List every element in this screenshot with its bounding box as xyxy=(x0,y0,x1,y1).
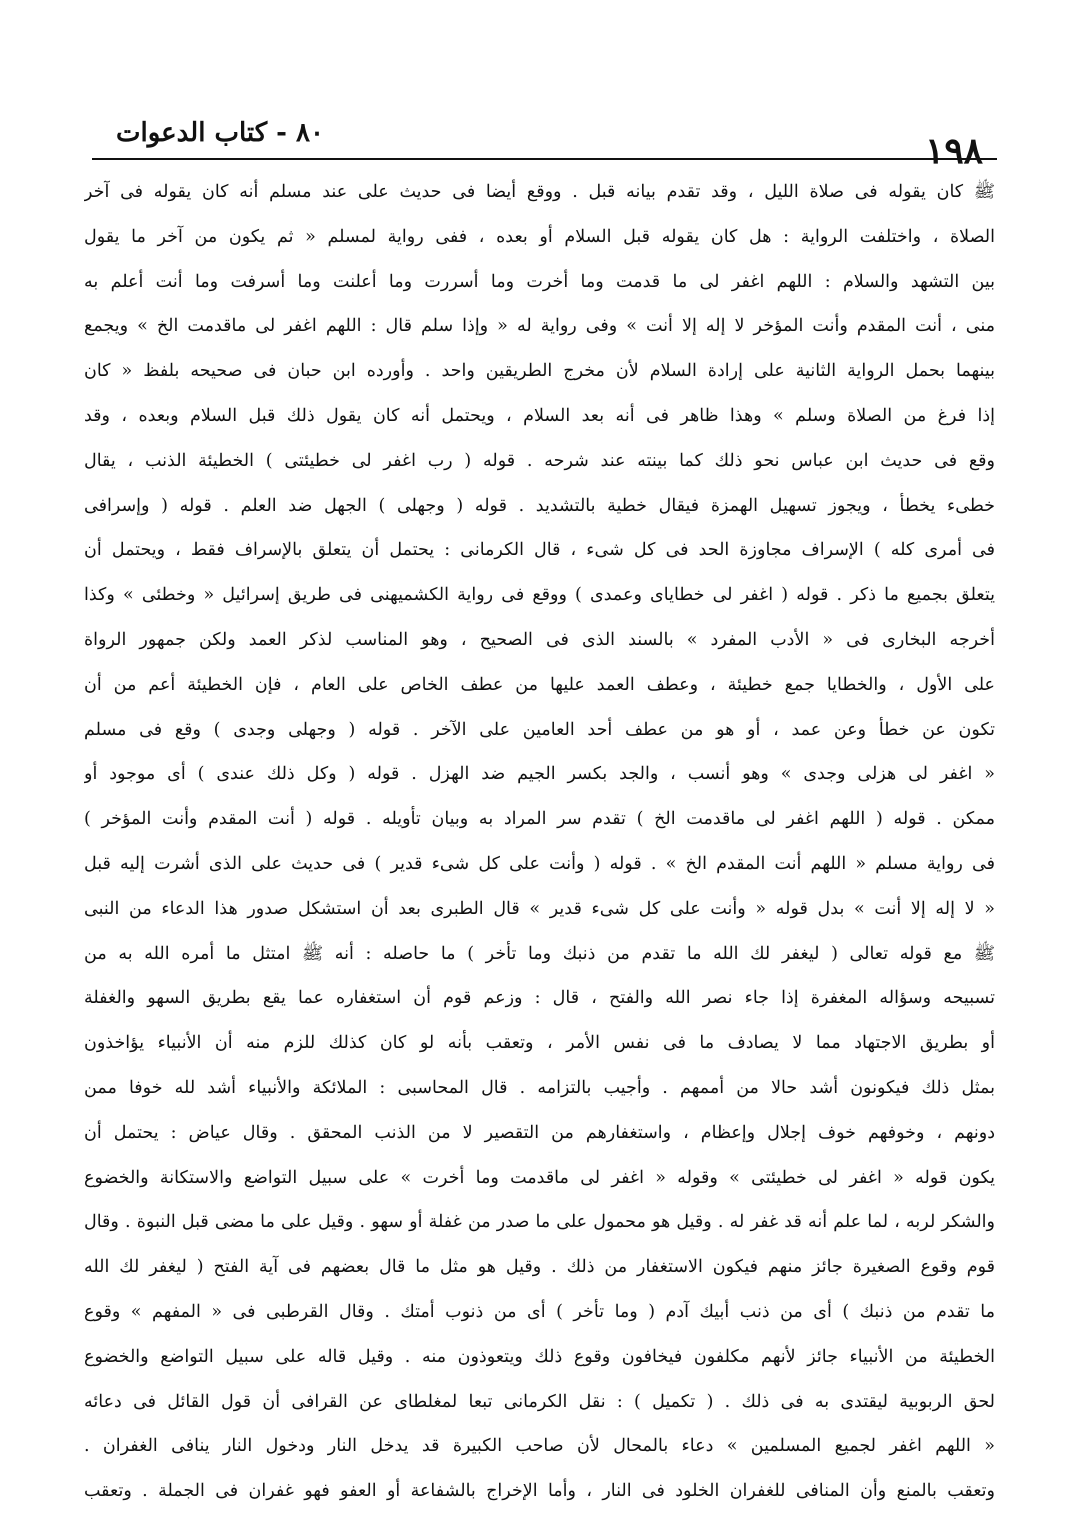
text-line: قوم وقوع الصغيرة جائز منهم فيكون الاستغفار من ذلك . وقيل هو مثل ما قال بعضهم فى آية الفتح ( ليغفر لك الله xyxy=(84,1257,995,1278)
text-line: على الأول ، والخطايا جمع خطيئة ، وعطف العمد عليها من عطف الخاص على العام ، فإن الخطيئة أعم من أن xyxy=(84,674,995,695)
book-title: ٨٠ - كتاب الدعوات xyxy=(116,118,324,148)
text-line: الصلاة ، واختلفت الرواية : هل كان يقوله قبل السلام أو بعده ، ففى رواية لمسلم « ثم يكون من آخر ما يقول xyxy=(84,226,995,247)
text-line: يكون قوله « اغفر لى خطيئتى » وقوله « اغفر لى ماقدمت وما أخرت » على سبيل التواضع والاستكانة والخضوع xyxy=(84,1167,995,1188)
text-line: فى أمرى كله ) الإسراف مجاوزة الحد فى كل شىء ، قال الكرمانى : يحتمل أن يتعلق بالإسراف فقط ، ويحتمل أن xyxy=(84,540,995,561)
text-line: تكون عن خطأ وعن عمد ، أو هو من عطف أحد العامين على الآخر . قوله ( وجهلى وجدى ) وقع فى مسلم xyxy=(84,719,995,740)
text-line: دونهم ، وخوفهم خوف إجلال وإعظام ، واستغفارهم من التقصير لا من الذنب المحقق . وقال عياض : يحتمل أن xyxy=(84,1122,995,1143)
body-text xyxy=(84,170,995,1515)
text-line: خطىء يخطأ ، ويجوز تسهيل الهمزة فيقال خطية بالتشديد . قوله ( وجهلى ) الجهل ضد العلم . قوله ( وإسرافى xyxy=(84,495,995,516)
text-line: ما تقدم من ذنبك ) أى من ذنب أبيك آدم ( وما تأخر ) أى من ذنوب أمتك . وقال القرطبى فى « المفهم » وقوع xyxy=(84,1301,995,1322)
text-line: إذا فرغ من الصلاة وسلم » وهذا ظاهر فى أنه بعد السلام ، ويحتمل أنه كان يقول ذلك قبل السلام وبعده ، وقد xyxy=(84,405,995,426)
text-line: أو بطريق الاجتهاد مما لا يصادف ما فى نفس الأمر ، وتعقب بأنه لو كان كذلك للزم منه أن الأنبياء يؤاخذون xyxy=(84,1033,995,1054)
text-line: ﷺ كان يقوله فى صلاة الليل ، وقد تقدم بيانه قبل . ووقع أيضا فى حديث على عند مسلم أنه كان يقوله فى آخر xyxy=(84,182,995,202)
text-line: فى رواية مسلم « اللهم أنت المقدم الخ » . قوله ( وأنت على كل شىء قدير ) فى حديث على الذى أشرت إليه قبل xyxy=(84,853,995,874)
running-header xyxy=(92,112,989,172)
text-line: يتعلق بجميع ما ذكر . قوله ( اغفر لى خطاياى وعمدى ) ووقع فى رواية الكشميهنى فى طريق إسرائيل « وخطئى » وكذا xyxy=(84,585,995,606)
text-line: « لا إله إلا أنت » بدل قوله « وأنت على كل شىء قدير » قال الطبرى بعد أن استشكل صدور هذا الدعاء من النبى xyxy=(84,898,995,919)
page-number: ١٩٨ xyxy=(924,130,983,172)
text-line: بينهما بحمل الرواية الثانية على إرادة السلام لأن مخرج الطريقين واحد . وأورده ابن حبان فى صحيحه بلفظ « كان xyxy=(84,361,995,382)
text-line: أخرجه البخارى فى « الأدب المفرد » بالسند الذى فى الصحيح ، وهو المناسب لذكر العمد ولكن جمهور الرواة xyxy=(84,629,995,650)
text-line: والشكر لربه ، لما علم أنه قد غفر له . وقيل هو محمول على ما صدر من غفلة أو سهو . وقيل على ما مضى قبل النبوة . وقال xyxy=(84,1212,995,1233)
text-line: ممكن . قوله ( اللهم اغفر لى ماقدمت الخ ) تقدم سر المراد به وبيان تأويله . قوله ( أنت المقدم وأنت المؤخر ) xyxy=(84,809,995,830)
text-line: ﷺ مع قوله تعالى ( ليغفر لك الله ما تقدم من ذنبك وما تأخر ) ما حاصله : أنه ﷺ امتثل ما أمره الله به من xyxy=(84,943,995,964)
text-line: لحق الربوبية ليقتدى به فى ذلك . ( تكميل ) : نقل الكرمانى تبعا لمغلطاى عن القرافى أن قول القائل فى دعائه xyxy=(84,1391,995,1412)
text-line: « اللهم اغفر لجميع المسلمين » دعاء بالمحال لأن صاحب الكبيرة قد يدخل النار ودخول النار ينافى الغفران . xyxy=(84,1436,995,1457)
text-line: بين التشهد والسلام : اللهم اغفر لى ما قدمت وما أخرت وما أسررت وما أعلنت وما أسرفت وما أنت أعلم به xyxy=(84,271,995,292)
text-line: وتعقب بالمنع وأن المنافى للغفران الخلود فى النار ، وأما الإخراج بالشفاعة أو العفو فهو غفران فى الجملة . وتعقب xyxy=(84,1481,995,1502)
text-line: « اغفر لى هزلى وجدى » وهو أنسب ، والجد بكسر الجيم ضد الهزل . قوله ( وكل ذلك عندى ) أى موجود أو xyxy=(84,764,995,785)
text-line: الخطيئة من الأنبياء جائز لأنهم مكلفون فيخافون وقوع ذلك ويتعوذون منه . وقيل قاله على سبيل التواضع والخضوع xyxy=(84,1346,995,1367)
text-line: تسبيحه وسؤاله المغفرة إذا جاء نصر الله والفتح ، قال : وزعم قوم أن استغفاره عما يقع بطريق السهو والغفلة xyxy=(84,988,995,1009)
text-line: وقع فى حديث ابن عباس نحو ذلك كما بينته عند شرحه . قوله ( رب اغفر لى خطيئتى ) الخطيئة الذنب ، يقال xyxy=(84,450,995,471)
text-line: بمثل ذلك فيكونون أشد حالا من أممهم . وأجيب بالتزامه . قال المحاسبى : الملائكة والأنبياء أشد لله خوفا ممن xyxy=(84,1077,995,1098)
text-line: منى ، أنت المقدم وأنت المؤخر لا إله إلا أنت » وفى رواية له « وإذا سلم قال : اللهم اغفر لى ماقدمت الخ » ويجمع xyxy=(84,316,995,337)
header-divider xyxy=(92,158,997,160)
